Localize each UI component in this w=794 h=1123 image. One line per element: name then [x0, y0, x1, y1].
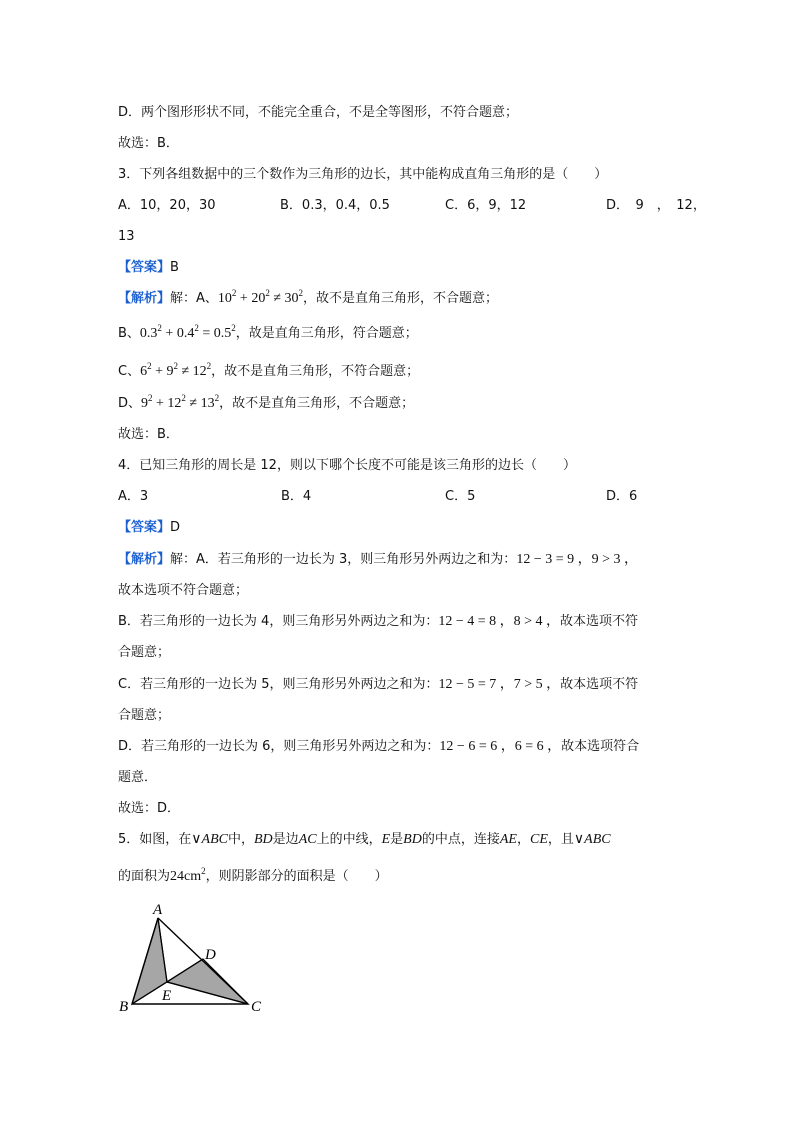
- analysis-text: 故本选项不符: [560, 677, 639, 692]
- text-line: 故选：B．: [118, 136, 179, 151]
- question-5-stem-cont: [118, 868, 388, 886]
- analysis-text: B．若三角形的一边长为 4，则三角形另外两边之和为：: [118, 614, 439, 629]
- analysis-text: ，故不是直角三角形，不合题意；: [303, 291, 499, 306]
- q4-analysis-d: [118, 738, 639, 756]
- answer-tag: 【答案】: [118, 260, 171, 275]
- analysis-text: 故本选项不符: [560, 614, 639, 629]
- label-e: E: [162, 988, 172, 1004]
- q4-option-a: A．3: [118, 489, 149, 504]
- stem-text: 的面积为: [118, 869, 171, 884]
- formula: ∨ABC: [573, 832, 611, 847]
- formula: 12 − 6 = 6 ，6 = 6 ，: [439, 739, 562, 754]
- area-value: 24cm: [170, 869, 202, 884]
- label-b: B: [119, 999, 129, 1015]
- q4-analysis-b: [118, 613, 638, 631]
- analysis-text: D．若三角形的一边长为 6，则三角形另外两边之和为：: [118, 739, 440, 754]
- q4-analysis-a: [118, 551, 638, 569]
- question-4-stem: 4．已知三角形的周长是 12，则以下哪个长度不可能是该三角形的边长（ ）: [118, 458, 576, 473]
- formula: 12 − 3 = 9 ，9 > 3 ，: [516, 552, 638, 567]
- formula: 12 − 5 = 7 ，7 > 5 ，: [438, 677, 561, 692]
- q4-answer: [118, 519, 180, 537]
- answer-value: D: [170, 520, 181, 535]
- formula: $10^2 + 20^2 \ne 30^2$: [217, 288, 304, 306]
- q4-option-d: D．6: [606, 489, 638, 504]
- stem-text: ，: [516, 832, 530, 847]
- formula: CE: [529, 832, 548, 847]
- formula: 12 − 4 = 8 ，8 > 4 ，: [438, 614, 561, 629]
- analysis-text: C、: [118, 364, 141, 379]
- analysis-text: 解：A、: [170, 291, 218, 306]
- analysis-text: 故本选项符合: [561, 739, 640, 754]
- answer-tag: 【答案】: [118, 520, 171, 535]
- analysis-text: ，故不是直角三角形，不符合题意；: [211, 364, 420, 379]
- formula: $24cm^2$: [170, 866, 206, 884]
- q3-option-c: C．6，9，12: [445, 198, 527, 213]
- stem-text: ，则阴影部分的面积是（ ）: [205, 869, 388, 884]
- formula: $9^2 + 12^2 \ne 13^2$: [141, 393, 220, 411]
- stem-text: 是: [390, 832, 404, 847]
- stem-text: ，且: [547, 832, 574, 847]
- q3-option-d: D． 9 ， 12，: [606, 198, 706, 213]
- formula: ∨ABC: [191, 832, 228, 847]
- q4-conclusion: 故选：D．: [118, 801, 181, 816]
- q4-analysis-b-tail: 合题意；: [118, 645, 171, 660]
- q3-analysis-c: [118, 363, 419, 381]
- stem-text: 是边: [272, 832, 299, 847]
- formula: AE: [499, 832, 517, 847]
- q3-answer: [118, 259, 179, 277]
- analysis-tag: 【解析】: [118, 291, 171, 306]
- q4-analysis-c-tail: 合题意；: [118, 708, 171, 723]
- stem-text: 中，: [227, 832, 254, 847]
- q4-analysis-d-tail: 题意．: [118, 770, 158, 785]
- q3-option-b: B．0.3，0.4，0.5: [280, 198, 390, 213]
- q4-option-b: B．4: [281, 489, 312, 504]
- analysis-text: D、: [118, 396, 142, 411]
- formula: BD: [254, 832, 273, 847]
- q4-option-c: C．5: [445, 489, 476, 504]
- question-5-stem: [118, 831, 611, 849]
- stem-text: 5．如图，在: [118, 832, 192, 847]
- label-a: A: [153, 902, 163, 918]
- analysis-text: B、: [118, 326, 140, 341]
- label-d: D: [205, 947, 216, 963]
- formula: E: [381, 832, 391, 847]
- analysis-tag: 【解析】: [118, 552, 171, 567]
- q4-analysis-c: [118, 676, 638, 694]
- answer-value: B: [170, 260, 179, 275]
- question-3-stem: 3．下列各组数据中的三个数作为三角形的边长，其中能构成直角三角形的是（ ）: [118, 167, 608, 182]
- q3-analysis-b: [118, 325, 418, 343]
- formula: BD: [403, 832, 422, 847]
- q3-option-d-wrap: 13: [118, 229, 135, 244]
- q3-analysis-a: [118, 290, 498, 308]
- q4-analysis-a-tail: 故本选项不符合题意；: [118, 583, 249, 598]
- q3-analysis-d: [118, 395, 414, 413]
- formula: AC: [298, 832, 317, 847]
- triangle-figure: [110, 898, 280, 1018]
- q3-option-a: A．10，20，30: [118, 198, 216, 213]
- label-c: C: [251, 999, 262, 1015]
- analysis-text: ，故不是直角三角形，不合题意；: [219, 396, 415, 411]
- stem-text: 上的中线，: [316, 832, 382, 847]
- formula: $0.3^2 + 0.4^2 = 0.5^2$: [139, 323, 236, 341]
- q3-conclusion: 故选：B．: [118, 427, 179, 442]
- formula: $6^2 + 9^2 \ne 12^2$: [140, 361, 212, 379]
- analysis-text: C．若三角形的一边长为 5，则三角形另外两边之和为：: [118, 677, 439, 692]
- stem-text: 的中点，连接: [421, 832, 500, 847]
- text-line: D．两个图形形状不同，不能完全重合，不是全等图形，不符合题意；: [118, 105, 519, 120]
- analysis-text: ，故是直角三角形，符合题意；: [235, 326, 418, 341]
- analysis-text: 解：A．若三角形的一边长为 3，则三角形另外两边之和为：: [170, 552, 517, 567]
